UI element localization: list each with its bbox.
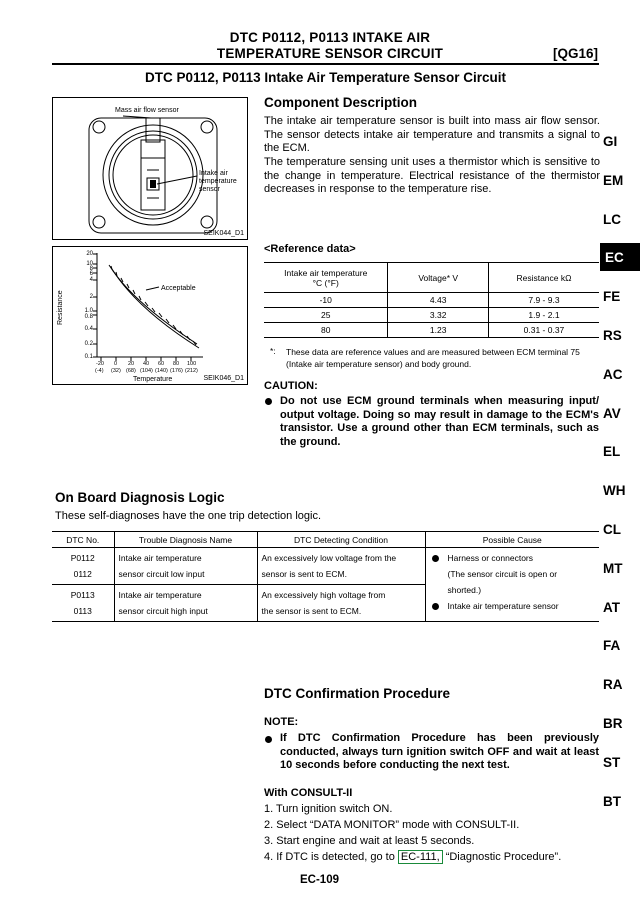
y-tick: 0.2	[84, 341, 93, 347]
y-axis-label: Resistance	[57, 290, 64, 325]
reference-note: These data are reference values and are measured between ECM terminal 75 (Intake air temperature sensor) and body ground.	[286, 347, 580, 369]
page-header-title	[170, 30, 490, 62]
table-row: P0112 0112 Intake air temperature sensor circuit low input An excessively low voltage from the sensor is sent to ECM. Harness or connectors (The sensor circuit is open or shorted.) Intake air temperature sensor	[52, 548, 599, 585]
maf-label: Mass air flow sensor	[115, 107, 179, 114]
figure-resistance-graph	[52, 246, 248, 385]
component-heading: Component Description	[264, 95, 418, 110]
sidebar-item-wh[interactable]: WH	[603, 483, 626, 498]
caution-text: Do not use ECM ground terminals when measuring input/ output voltage. Doing so may result in damage to the ECM's transistor. Use a ground other than ECM terminals, such as the ground.	[280, 395, 599, 448]
y-tick: 1.0	[84, 308, 93, 314]
ref-col-voltage: Voltage* V	[388, 263, 489, 293]
sidebar-item-br[interactable]: BR	[603, 716, 623, 731]
sidebar-item-rs[interactable]: RS	[603, 328, 622, 343]
sidebar-item-cl[interactable]: CL	[603, 522, 621, 537]
x-tick: 80	[173, 361, 180, 367]
y-tick: 8	[89, 266, 93, 272]
sidebar-item-gi[interactable]: GI	[603, 134, 618, 149]
sidebar-item-mt[interactable]: MT	[603, 561, 623, 576]
confirmation-note: If DTC Confirmation Procedure has been previously conducted, always turn ignition switch OFF and wait at least 10 seconds before conducting the next test.	[280, 732, 599, 771]
step-1: 1. Turn ignition switch ON.	[264, 803, 393, 815]
obd-intro: These self-diagnoses have the one trip detection logic.	[55, 510, 321, 522]
step-3: 3. Start engine and wait at least 5 seconds.	[264, 835, 475, 847]
table-row: 25 3.32 1.9 - 2.1	[264, 308, 599, 323]
sidebar-item-bt[interactable]: BT	[603, 794, 621, 809]
sidebar-item-ac[interactable]: AC	[603, 367, 623, 382]
sidebar-item-ec[interactable]: EC	[600, 243, 640, 271]
step-4: 4. If DTC is detected, go to EC-111, “Diagnostic Procedure”.	[264, 851, 562, 863]
diag-col-dtc: DTC No.	[52, 532, 114, 548]
y-tick: 4	[89, 277, 93, 283]
x-tick-f: (68)	[126, 368, 136, 374]
sidebar-item-fa[interactable]: FA	[603, 638, 621, 653]
table-row: P0113 0113 Intake air temperature sensor circuit high input An excessively high voltage from the sensor is sent to ECM.	[52, 585, 599, 622]
consult-label: With CONSULT-II	[264, 787, 353, 799]
y-tick: 0.1	[84, 354, 93, 360]
x-tick-f: (104)	[140, 368, 153, 374]
reference-note-mark: *:	[270, 346, 276, 356]
step-2: 2. Select “DATA MONITOR” mode with CONSULT-II.	[264, 819, 520, 831]
x-tick-f: (32)	[111, 368, 121, 374]
sidebar-item-at[interactable]: AT	[603, 600, 620, 615]
y-tick: 6	[89, 271, 93, 277]
diag-col-cause: Possible Cause	[425, 532, 599, 548]
bullet-icon	[432, 555, 439, 562]
figure-id: SEIK046_D1	[203, 375, 244, 382]
bullet-icon	[432, 603, 439, 610]
confirmation-heading: DTC Confirmation Procedure	[264, 686, 451, 701]
ref-col-resistance: Resistance kΩ	[488, 263, 599, 293]
x-tick: 40	[143, 361, 150, 367]
component-para2: The temperature sensing unit uses a thermistor which is sensitive to the change in temperature. Electrical resistance of the thermistor decreases in response to the temperature rise.	[264, 156, 600, 195]
header-title-line1: DTC P0112, P0113 INTAKE AIR	[229, 30, 431, 45]
figure-id: SEIK044_D1	[203, 230, 244, 237]
page-number: EC-109	[300, 874, 339, 886]
sidebar-item-ra[interactable]: RA	[603, 677, 623, 692]
reference-table	[264, 262, 599, 338]
sidebar-item-av[interactable]: AV	[603, 406, 621, 421]
figure-maf-sensor	[52, 97, 248, 240]
sidebar-item-el[interactable]: EL	[603, 444, 621, 459]
x-tick: 60	[158, 361, 165, 367]
maf-sensor-drawing	[53, 98, 247, 239]
y-tick: 0.8	[84, 314, 93, 320]
ref-col-temp: Intake air temperature °C (°F)	[264, 263, 388, 293]
diag-col-name: Trouble Diagnosis Name	[114, 532, 257, 548]
header-engine-code: [QG16]	[552, 46, 598, 61]
x-tick: 0	[114, 361, 118, 367]
sidebar-item-em[interactable]: EM	[603, 173, 624, 188]
ec-111-link[interactable]: EC-111,	[398, 850, 443, 864]
diagnosis-table	[52, 531, 599, 622]
table-row: 80 1.23 0.31 - 0.37	[264, 323, 599, 338]
section-title: DTC P0112, P0113 Intake Air Temperature Sensor Circuit	[145, 70, 506, 85]
component-para1: The intake air temperature sensor is built into mass air flow sensor. The sensor detects intake air temperature and transmits a signal to the ECM.	[264, 115, 600, 154]
x-tick-f: (176)	[170, 368, 183, 374]
diag-col-cond: DTC Detecting Condition	[257, 532, 425, 548]
sensor-label-3: sensor	[199, 186, 221, 193]
caution-heading: CAUTION:	[264, 380, 318, 392]
y-tick: 0.4	[84, 326, 93, 332]
sensor-label-2: temperature	[199, 178, 237, 185]
x-tick: 100	[187, 361, 197, 367]
bullet-icon	[265, 736, 272, 743]
x-tick: -20	[96, 361, 104, 367]
x-tick: 20	[128, 361, 135, 367]
x-tick-f: (212)	[185, 368, 198, 374]
sidebar-item-st[interactable]: ST	[603, 755, 621, 770]
x-tick-f: (140)	[155, 368, 168, 374]
x-tick-f: (-4)	[95, 368, 104, 374]
note-label: NOTE:	[264, 716, 299, 728]
possible-cause-cell: Harness or connectors (The sensor circuit is open or shorted.) Intake air temperature sensor	[425, 548, 599, 622]
header-rule	[52, 63, 599, 65]
y-tick: 10	[86, 261, 93, 267]
curve-label: Acceptable	[161, 285, 196, 292]
table-row: -10 4.43 7.9 - 9.3	[264, 293, 599, 308]
sensor-label-1: Intake air	[199, 170, 228, 177]
x-axis-label: Temperature	[133, 376, 173, 383]
sidebar-item-lc[interactable]: LC	[603, 212, 621, 227]
y-tick: 20	[86, 251, 93, 257]
y-tick: 2	[89, 294, 93, 300]
sidebar-item-fe[interactable]: FE	[603, 289, 621, 304]
header-title-line2: TEMPERATURE SENSOR CIRCUIT	[216, 46, 444, 61]
bullet-icon	[265, 398, 272, 405]
reference-heading: <Reference data>	[264, 243, 356, 255]
obd-heading: On Board Diagnosis Logic	[55, 490, 225, 505]
